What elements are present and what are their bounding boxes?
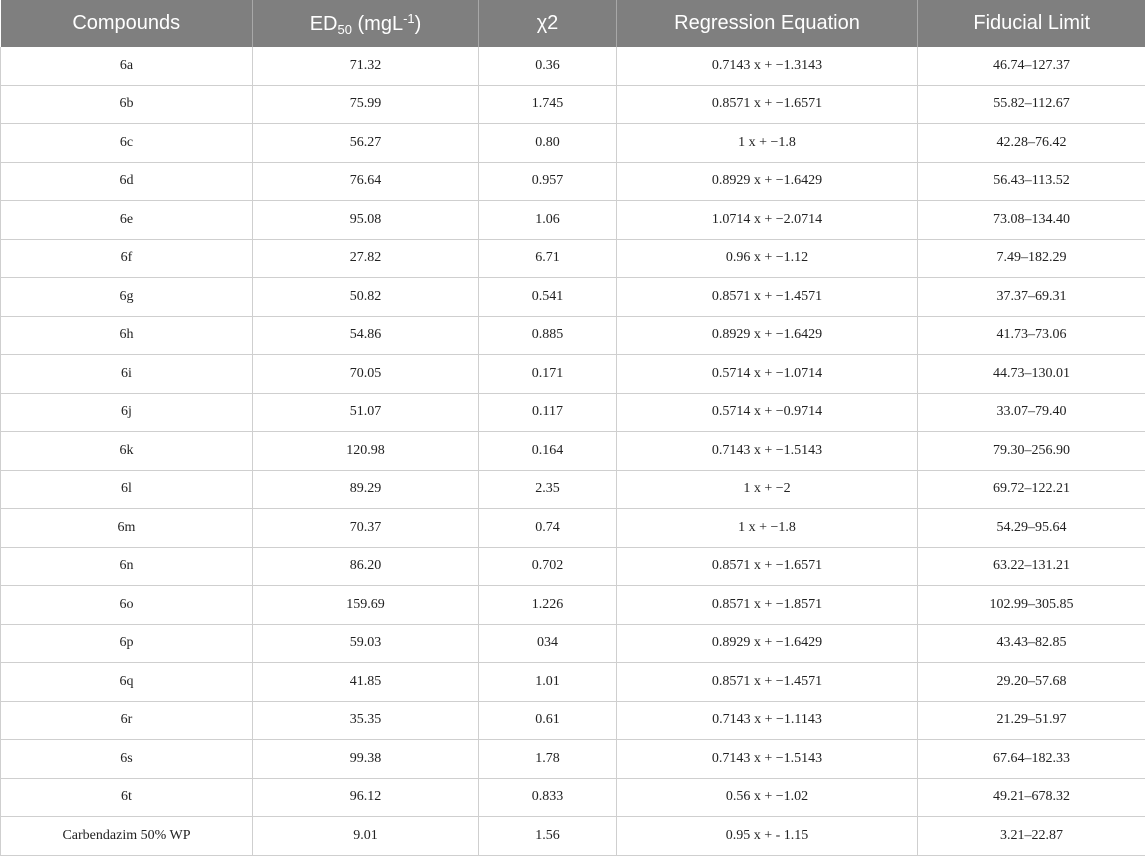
table-row xyxy=(1,470,1145,509)
table-body xyxy=(1,47,1145,855)
cell-ed50: 89.29 xyxy=(253,470,479,509)
cell-ed50: 71.32 xyxy=(253,47,479,85)
cell-chi-square: 1.78 xyxy=(479,740,617,779)
cell-regression-equation: 0.8571 x + −1.4571 xyxy=(617,278,918,317)
cell-chi-square: 0.117 xyxy=(479,393,617,432)
cell-fiducial-limit: 37.37–69.31 xyxy=(918,278,1145,317)
cell-compound: 6d xyxy=(1,162,253,201)
cell-ed50: 120.98 xyxy=(253,432,479,471)
cell-ed50: 99.38 xyxy=(253,740,479,779)
cell-chi-square: 2.35 xyxy=(479,470,617,509)
table-row xyxy=(1,817,1145,856)
cell-compound: 6t xyxy=(1,778,253,817)
cell-fiducial-limit: 49.21–678.32 xyxy=(918,778,1145,817)
table-row xyxy=(1,47,1145,85)
cell-chi-square: 0.833 xyxy=(479,778,617,817)
cell-regression-equation: 0.96 x + −1.12 xyxy=(617,239,918,278)
table-row xyxy=(1,663,1145,702)
cell-chi-square: 0.171 xyxy=(479,355,617,394)
cell-chi-square: 034 xyxy=(479,624,617,663)
cell-chi-square: 0.80 xyxy=(479,124,617,163)
cell-fiducial-limit: 56.43–113.52 xyxy=(918,162,1145,201)
cell-regression-equation: 0.8571 x + −1.8571 xyxy=(617,586,918,625)
cell-compound: Carbendazim 50% WP xyxy=(1,817,253,856)
cell-compound: 6b xyxy=(1,85,253,124)
cell-fiducial-limit: 21.29–51.97 xyxy=(918,701,1145,740)
cell-regression-equation: 0.7143 x + −1.5143 xyxy=(617,432,918,471)
cell-fiducial-limit: 67.64–182.33 xyxy=(918,740,1145,779)
cell-compound: 6k xyxy=(1,432,253,471)
cell-chi-square: 1.01 xyxy=(479,663,617,702)
cell-regression-equation: 1.0714 x + −2.0714 xyxy=(617,201,918,240)
cell-compound: 6n xyxy=(1,547,253,586)
cell-compound: 6c xyxy=(1,124,253,163)
cell-regression-equation: 0.8929 x + −1.6429 xyxy=(617,316,918,355)
cell-ed50: 51.07 xyxy=(253,393,479,432)
table-row xyxy=(1,547,1145,586)
header-ed50-unit: (mgL xyxy=(351,12,404,35)
table-row xyxy=(1,201,1145,240)
cell-chi-square: 0.885 xyxy=(479,316,617,355)
cell-regression-equation: 0.7143 x + −1.1143 xyxy=(617,701,918,740)
cell-fiducial-limit: 44.73–130.01 xyxy=(918,355,1145,394)
table-row xyxy=(1,778,1145,817)
cell-fiducial-limit: 54.29–95.64 xyxy=(918,509,1145,548)
cell-compound: 6p xyxy=(1,624,253,663)
cell-fiducial-limit: 79.30–256.90 xyxy=(918,432,1145,471)
cell-fiducial-limit: 55.82–112.67 xyxy=(918,85,1145,124)
table-row xyxy=(1,393,1145,432)
cell-regression-equation: 0.8571 x + −1.6571 xyxy=(617,547,918,586)
cell-ed50: 70.05 xyxy=(253,355,479,394)
table-row xyxy=(1,509,1145,548)
cell-regression-equation: 1 x + −1.8 xyxy=(617,509,918,548)
cell-chi-square: 0.61 xyxy=(479,701,617,740)
table-row xyxy=(1,124,1145,163)
header-row xyxy=(1,0,1145,47)
header-chi-square: χ2 xyxy=(479,0,617,47)
cell-ed50: 56.27 xyxy=(253,124,479,163)
cell-regression-equation: 1 x + −1.8 xyxy=(617,124,918,163)
table-row xyxy=(1,162,1145,201)
table-row xyxy=(1,278,1145,317)
header-compounds: Compounds xyxy=(1,0,253,47)
header-ed50-unit-close: ) xyxy=(414,12,422,35)
cell-ed50: 59.03 xyxy=(253,624,479,663)
cell-chi-square: 0.541 xyxy=(479,278,617,317)
cell-ed50: 95.08 xyxy=(253,201,479,240)
cell-fiducial-limit: 42.28–76.42 xyxy=(918,124,1145,163)
cell-compound: 6i xyxy=(1,355,253,394)
cell-compound: 6l xyxy=(1,470,253,509)
cell-ed50: 75.99 xyxy=(253,85,479,124)
cell-regression-equation: 0.8929 x + −1.6429 xyxy=(617,162,918,201)
cell-fiducial-limit: 102.99–305.85 xyxy=(918,586,1145,625)
cell-chi-square: 0.702 xyxy=(479,547,617,586)
table-row xyxy=(1,239,1145,278)
cell-fiducial-limit: 7.49–182.29 xyxy=(918,239,1145,278)
table-row xyxy=(1,740,1145,779)
cell-regression-equation: 0.8929 x + −1.6429 xyxy=(617,624,918,663)
table-row xyxy=(1,316,1145,355)
cell-regression-equation: 0.8571 x + −1.6571 xyxy=(617,85,918,124)
cell-regression-equation: 0.5714 x + −0.9714 xyxy=(617,393,918,432)
cell-ed50: 86.20 xyxy=(253,547,479,586)
cell-regression-equation: 0.8571 x + −1.4571 xyxy=(617,663,918,702)
cell-chi-square: 1.745 xyxy=(479,85,617,124)
cell-ed50: 9.01 xyxy=(253,817,479,856)
cell-chi-square: 1.56 xyxy=(479,817,617,856)
cell-fiducial-limit: 33.07–79.40 xyxy=(918,393,1145,432)
cell-regression-equation: 0.7143 x + −1.3143 xyxy=(617,47,918,85)
table-row xyxy=(1,432,1145,471)
cell-ed50: 50.82 xyxy=(253,278,479,317)
cell-ed50: 27.82 xyxy=(253,239,479,278)
cell-ed50: 70.37 xyxy=(253,509,479,548)
cell-ed50: 54.86 xyxy=(253,316,479,355)
header-regression-equation: Regression Equation xyxy=(617,0,918,47)
header-ed50-subscript: 50 xyxy=(337,21,352,37)
cell-compound: 6o xyxy=(1,586,253,625)
cell-regression-equation: 0.7143 x + −1.5143 xyxy=(617,740,918,779)
cell-ed50: 35.35 xyxy=(253,701,479,740)
table-row xyxy=(1,586,1145,625)
cell-compound: 6s xyxy=(1,740,253,779)
cell-compound: 6j xyxy=(1,393,253,432)
cell-fiducial-limit: 63.22–131.21 xyxy=(918,547,1145,586)
cell-fiducial-limit: 29.20–57.68 xyxy=(918,663,1145,702)
cell-chi-square: 0.36 xyxy=(479,47,617,85)
table-row xyxy=(1,85,1145,124)
cell-compound: 6h xyxy=(1,316,253,355)
header-ed50-main: ED xyxy=(309,12,338,35)
cell-chi-square: 6.71 xyxy=(479,239,617,278)
cell-compound: 6e xyxy=(1,201,253,240)
cell-chi-square: 1.226 xyxy=(479,586,617,625)
header-ed50-unit-exponent: -1 xyxy=(403,10,415,26)
cell-fiducial-limit: 3.21–22.87 xyxy=(918,817,1145,856)
cell-regression-equation: 0.5714 x + −1.0714 xyxy=(617,355,918,394)
cell-regression-equation: 0.95 x + - 1.15 xyxy=(617,817,918,856)
cell-ed50: 76.64 xyxy=(253,162,479,201)
cell-ed50: 159.69 xyxy=(253,586,479,625)
header-fiducial-limit: Fiducial Limit xyxy=(918,0,1145,47)
cell-chi-square: 0.74 xyxy=(479,509,617,548)
cell-compound: 6f xyxy=(1,239,253,278)
cell-fiducial-limit: 73.08–134.40 xyxy=(918,201,1145,240)
cell-compound: 6m xyxy=(1,509,253,548)
cell-compound: 6q xyxy=(1,663,253,702)
cell-regression-equation: 1 x + −2 xyxy=(617,470,918,509)
table-row xyxy=(1,701,1145,740)
cell-compound: 6g xyxy=(1,278,253,317)
cell-fiducial-limit: 41.73–73.06 xyxy=(918,316,1145,355)
cell-regression-equation: 0.56 x + −1.02 xyxy=(617,778,918,817)
cell-ed50: 96.12 xyxy=(253,778,479,817)
table-header xyxy=(1,0,1145,47)
header-ed50 xyxy=(253,0,479,47)
cell-fiducial-limit: 46.74–127.37 xyxy=(918,47,1145,85)
cell-fiducial-limit: 69.72–122.21 xyxy=(918,470,1145,509)
cell-compound: 6a xyxy=(1,47,253,85)
table-row xyxy=(1,624,1145,663)
cell-fiducial-limit: 43.43–82.85 xyxy=(918,624,1145,663)
cell-chi-square: 1.06 xyxy=(479,201,617,240)
cell-compound: 6r xyxy=(1,701,253,740)
cell-chi-square: 0.164 xyxy=(479,432,617,471)
table-row xyxy=(1,355,1145,394)
cell-ed50: 41.85 xyxy=(253,663,479,702)
cell-chi-square: 0.957 xyxy=(479,162,617,201)
